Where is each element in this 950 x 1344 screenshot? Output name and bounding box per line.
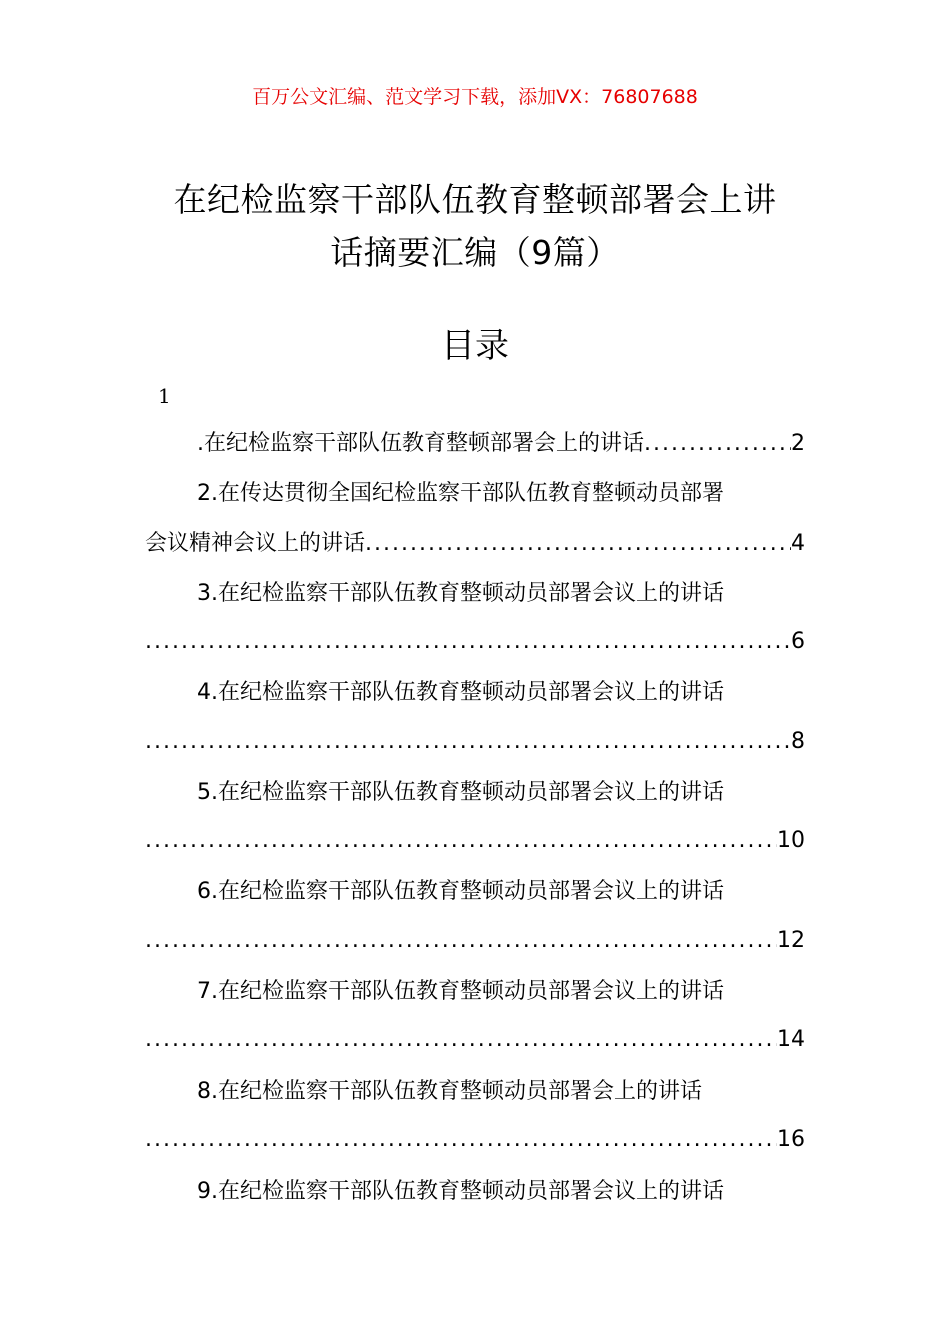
toc-entry-6-leader[interactable] (145, 925, 805, 957)
toc-leader-dots (145, 1024, 777, 1056)
toc-entry-8[interactable] (145, 1076, 805, 1108)
document-title (150, 173, 800, 279)
toc-number-marker: 1 (158, 384, 171, 408)
toc-leader-dots (365, 528, 791, 560)
toc-entry-2-continued[interactable] (145, 528, 805, 560)
title-line-1: 在纪检监察干部队伍教育整顿部署会上讲 (173, 180, 777, 219)
toc-entry-page: 16 (777, 1127, 805, 1152)
toc-entry-title: .在纪检监察干部队伍教育整顿部署会上的讲话 (197, 431, 644, 456)
toc-entry-6[interactable] (145, 876, 805, 908)
toc-leader-dots (145, 825, 777, 857)
toc-leader-dots (145, 626, 791, 658)
toc-leader-dots (145, 726, 791, 758)
toc-entry-title: 3.在纪检监察干部队伍教育整顿动员部署会议上的讲话 (197, 581, 724, 606)
toc-heading: 目录 (441, 326, 509, 366)
toc-entry-3-leader[interactable] (145, 626, 805, 658)
toc-entry-title: 2.在传达贯彻全国纪检监察干部队伍教育整顿动员部署 (197, 481, 724, 506)
toc-entry-page: 10 (777, 828, 805, 853)
title-line-2: 话摘要汇编（9篇） (330, 233, 620, 272)
toc-leader-dots (145, 1124, 777, 1156)
toc-entry-title: 8.在纪检监察干部队伍教育整顿动员部署会上的讲话 (197, 1079, 702, 1104)
toc-entry-2[interactable] (145, 478, 805, 510)
download-banner: 百万公文汇编、范文学习下载，添加VX：76807688 (252, 86, 698, 108)
toc-entry-9[interactable] (145, 1176, 805, 1208)
toc-entry-page: 4 (791, 531, 805, 556)
toc-entry-page: 14 (777, 1027, 805, 1052)
toc-entry-5[interactable] (145, 777, 805, 809)
toc-entry-title: 4.在纪检监察干部队伍教育整顿动员部署会议上的讲话 (197, 680, 724, 705)
toc-entry-title: 6.在纪检监察干部队伍教育整顿动员部署会议上的讲话 (197, 879, 724, 904)
toc-entry-title: 5.在纪检监察干部队伍教育整顿动员部署会议上的讲话 (197, 780, 724, 805)
toc-entry-page: 6 (791, 629, 805, 654)
toc-entry-title-continued: 会议精神会议上的讲话 (145, 531, 366, 556)
toc-entry-5-leader[interactable] (145, 825, 805, 857)
toc-entry-7[interactable] (145, 976, 805, 1008)
toc-entry-title: 9.在纪检监察干部队伍教育整顿动员部署会议上的讲话 (197, 1179, 724, 1204)
toc-entry-7-leader[interactable] (145, 1024, 805, 1056)
toc-entry-page: 12 (777, 928, 805, 953)
toc-leader-dots (145, 925, 777, 957)
toc-entry-3[interactable] (145, 578, 805, 610)
toc-entry-1[interactable] (145, 428, 805, 460)
toc-entry-page: 2 (791, 431, 805, 456)
toc-leader-dots (644, 428, 791, 460)
toc-entry-8-leader[interactable] (145, 1124, 805, 1156)
toc-entry-page: 8 (791, 729, 805, 754)
toc-entry-title: 7.在纪检监察干部队伍教育整顿动员部署会议上的讲话 (197, 979, 724, 1004)
toc-entry-4-leader[interactable] (145, 726, 805, 758)
toc-entry-4[interactable] (145, 677, 805, 709)
